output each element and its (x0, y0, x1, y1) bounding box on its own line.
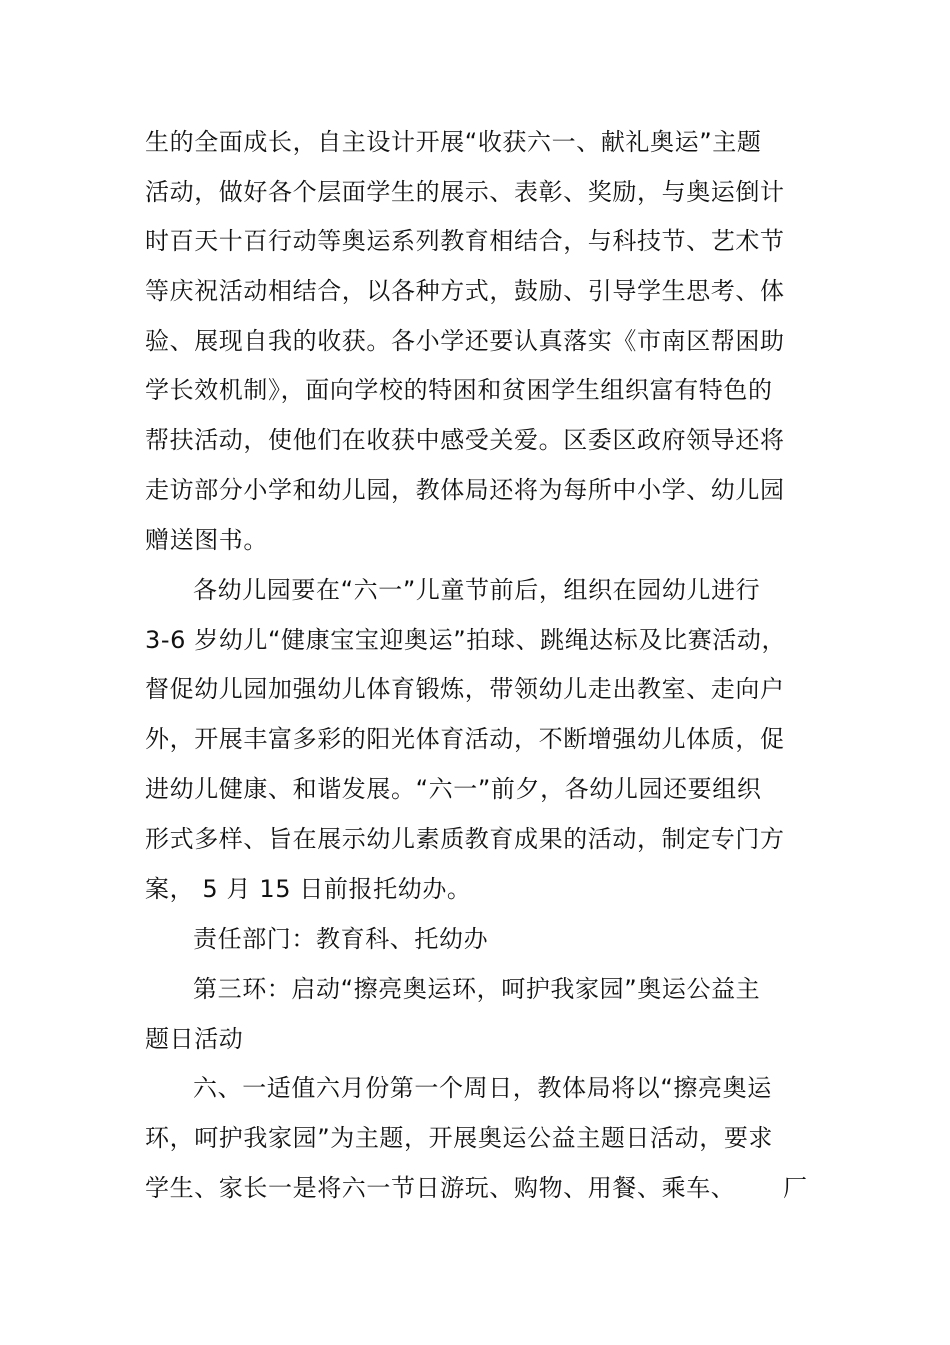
text-line: 帮扶活动，使他们在收获中感受关爱。区委区政府领导还将 (145, 426, 785, 454)
text-line: 进幼儿健康、和谐发展。“六一”前夕，各幼儿园还要组织 (145, 775, 762, 803)
text-line: 学长效机制》，面向学校的特困和贫困学生组织富有特色的 (145, 376, 773, 404)
text-line: 生的全面成长，自主设计开展“收获六一、献礼奥运”主题 (145, 128, 762, 156)
paragraph-start-line: 六、一适值六月份第一个周日，教体局将以“擦亮奥运 (193, 1074, 772, 1102)
text-line: 3-6 岁幼儿“健康宝宝迎奥运”拍球、跳绳达标及比赛活动， (145, 626, 787, 654)
stray-character: 厂 (783, 1174, 807, 1202)
text-line: 活动，做好各个层面学生的展示、表彰、奖励，与奥运倒计 (145, 178, 785, 206)
text-line: 督促幼儿园加强幼儿体育锻炼，带领幼儿走出教室、走向户 (145, 675, 785, 703)
text-line: 外，开展丰富多彩的阳光体育活动，不断增强幼儿体质，促 (145, 725, 785, 753)
text-line: 形式多样、旨在展示幼儿素质教育成果的活动，制定专门方 (145, 825, 785, 853)
paragraph-start-line: 各幼儿园要在“六一”儿童节前后，组织在园幼儿进行 (193, 576, 761, 604)
responsible-dept-line: 责任部门：教育科、托幼办 (193, 925, 489, 953)
section-heading-line: 第三环：启动“擦亮奥运环，呵护我家园”奥运公益主 (193, 975, 761, 1003)
text-line: 走访部分小学和幼儿园，教体局还将为每所中小学、幼儿园 (145, 476, 785, 504)
section-heading-line-cont: 题日活动 (145, 1025, 244, 1053)
text-line: 时百天十百行动等奥运系列教育相结合，与科技节、艺术节 (145, 227, 785, 255)
text-line: 等庆祝活动相结合，以各种方式，鼓励、引导学生思考、体 (145, 277, 785, 305)
text-line: 学生、家长一是将六一节日游玩、购物、用餐、乘车、 (145, 1174, 736, 1202)
text-line: 环，呵护我家园”为主题，开展奥运公益主题日活动，要求 (145, 1124, 774, 1152)
text-line: 案， 5 月 15 日前报托幼办。 (145, 875, 472, 903)
text-line: 验、展现自我的收获。各小学还要认真落实《市南区帮困助 (145, 327, 785, 355)
text-line: 赠送图书。 (145, 526, 268, 554)
